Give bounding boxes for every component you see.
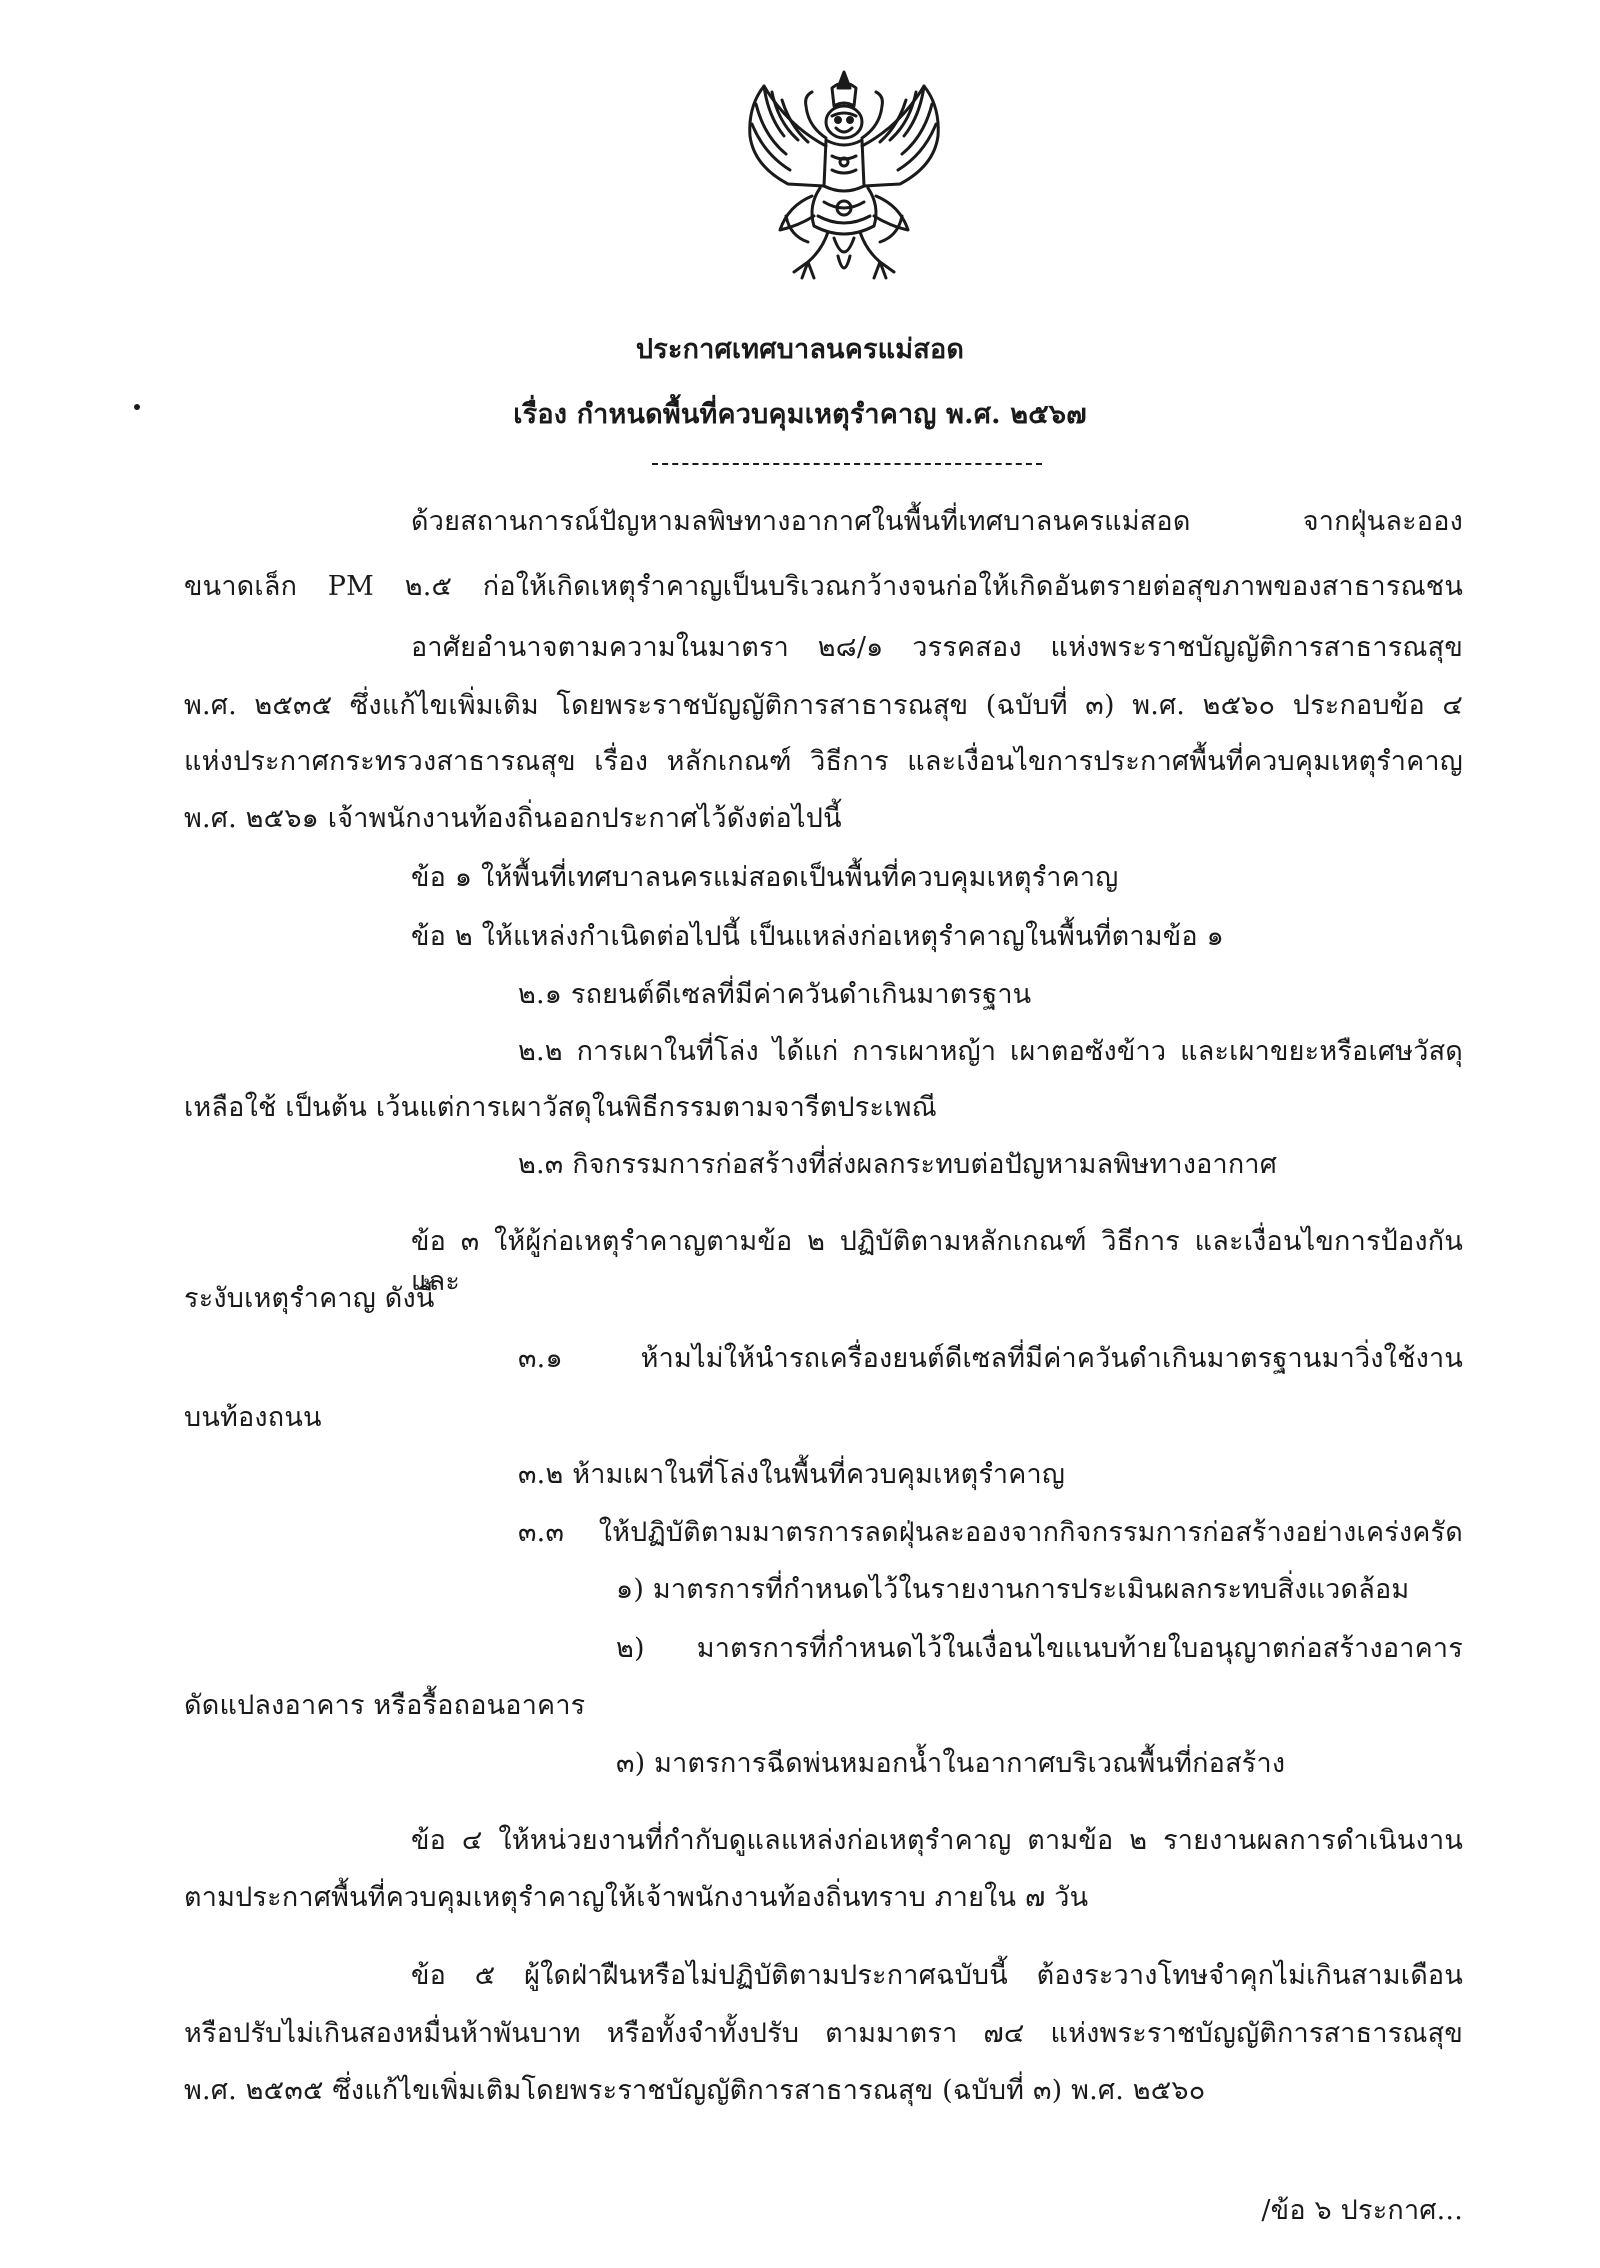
clause-2-2-line2: เหลือใช้ เป็นต้น เว้นแต่การเผาวัสดุในพิธีกรรมตามจารีตประเพณี [184, 1092, 937, 1123]
clause-3-3: ๓.๓ ให้ปฏิบัติตามมาตรการลดฝุ่นละอองจากกิจกรรมการก่อสร้างอย่างเคร่งครัด [518, 1517, 1463, 1548]
clause-3-line1: ข้อ ๓ ให้ผู้ก่อเหตุรำคาญตามข้อ ๒ ปฏิบัติตามหลักเกณฑ์ วิธีการ และเงื่อนไขการป้องกันและ [411, 1226, 1463, 1297]
clause-3-3-2-line1: ๒) มาตรการที่กำหนดไว้ในเงื่อนไขแนบท้ายใบอนุญาตก่อสร้างอาคาร [616, 1633, 1463, 1664]
para2-line4: พ.ศ. ๒๕๖๑ เจ้าพนักงานท้องถิ่นออกประกาศไว้ดังต่อไปนี้ [184, 803, 842, 834]
para2-line1: อาศัยอำนาจตามความในมาตรา ๒๘/๑ วรรคสอง แห่งพระราชบัญญัติการสาธารณสุข [411, 632, 1463, 663]
clause-3-line2: ระงับเหตุรำคาญ ดังนี้ [184, 1283, 435, 1314]
clause-5-line3: พ.ศ. ๒๕๓๕ ซึ่งแก้ไขเพิ่มเติมโดยพระราชบัญญัติการสาธารณสุข (ฉบับที่ ๓) พ.ศ. ๒๕๖๐ [184, 2075, 1206, 2106]
para1-line1: ด้วยสถานการณ์ปัญหามลพิษทางอากาศในพื้นที่เทศบาลนครแม่สอด จากฝุ่นละออง [411, 506, 1463, 537]
clause-3-1-line1: ๓.๑ ห้ามไม่ให้นำรถเครื่องยนต์ดีเซลที่มีค่าควันดำเกินมาตรฐานมาวิ่งใช้งาน [518, 1343, 1463, 1374]
announcement-title: ประกาศเทศบาลนครแม่สอด [635, 334, 965, 365]
clause-3-2: ๓.๒ ห้ามเผาในที่โล่งในพื้นที่ควบคุมเหตุรำคาญ [518, 1459, 1066, 1490]
para2-line2: พ.ศ. ๒๕๓๕ ซึ่งแก้ไขเพิ่มเติม โดยพระราชบัญญัติการสาธารณสุข (ฉบับที่ ๓) พ.ศ. ๒๕๖๐ ประกอบข้อ ๔ [184, 690, 1463, 721]
clause-3-3-2-line2: ดัดแปลงอาคาร หรือรื้อถอนอาคาร [184, 1690, 586, 1721]
clause-5-line2: หรือปรับไม่เกินสองหมื่นห้าพันบาท หรือทั้งจำทั้งปรับ ตามมาตรา ๗๔ แห่งพระราชบัญญัติการสาธารณสุข [184, 2018, 1463, 2049]
clause-2-3: ๒.๓ กิจกรรมการก่อสร้างที่ส่งผลกระทบต่อปัญหามลพิษทางอากาศ [518, 1149, 1278, 1180]
clause-2: ข้อ ๒ ให้แหล่งกำเนิดต่อไปนี้ เป็นแหล่งก่อเหตุรำคาญในพื้นที่ตามข้อ ๑ [411, 921, 1224, 952]
header-divider [652, 463, 1042, 465]
continuation-note: /ข้อ ๖ ประกาศ... [1261, 2195, 1463, 2226]
clause-5-line1: ข้อ ๕ ผู้ใดฝ่าฝืนหรือไม่ปฏิบัติตามประกาศฉบับนี้ ต้องระวางโทษจำคุกไม่เกินสามเดือน [411, 1960, 1463, 1991]
announcement-subject: เรื่อง กำหนดพื้นที่ควบคุมเหตุรำคาญ พ.ศ. ๒๕๖๗ [513, 399, 1087, 430]
clause-2-1: ๒.๑ รถยนต์ดีเซลที่มีค่าควันดำเกินมาตรฐาน [518, 979, 1032, 1010]
clause-4-line1: ข้อ ๔ ให้หน่วยงานที่กำกับดูแลแหล่งก่อเหตุรำคาญ ตามข้อ ๒ รายงานผลการดำเนินงาน [411, 1825, 1463, 1856]
clause-3-3-1: ๑) มาตรการที่กำหนดไว้ในรายงานการประเมินผลกระทบสิ่งแวดล้อม [616, 1574, 1410, 1605]
clause-3-3-3: ๓) มาตรการฉีดพ่นหมอกน้ำในอากาศบริเวณพื้นที่ก่อสร้าง [616, 1748, 1286, 1779]
garuda-emblem-icon [728, 66, 960, 298]
clause-3-1-line2: บนท้องถนน [184, 1402, 322, 1433]
para2-line3: แห่งประกาศกระทรวงสาธารณสุข เรื่อง หลักเกณฑ์ วิธีการ และเงื่อนไขการประกาศพื้นที่ควบคุมเหตุรำคาญ [184, 746, 1463, 777]
para1-line2: ขนาดเล็ก PM ๒.๕ ก่อให้เกิดเหตุรำคาญเป็นบริเวณกว้างจนก่อให้เกิดอันตรายต่อสุขภาพของสาธารณชน [184, 571, 1463, 602]
clause-4-line2: ตามประกาศพื้นที่ควบคุมเหตุรำคาญให้เจ้าพนักงานท้องถิ่นทราบ ภายใน ๗ วัน [184, 1882, 1089, 1913]
clause-1: ข้อ ๑ ให้พื้นที่เทศบาลนครแม่สอดเป็นพื้นที่ควบคุมเหตุรำคาญ [411, 862, 1119, 893]
clause-2-2-line1: ๒.๒ การเผาในที่โล่ง ได้แก่ การเผาหญ้า เผาตอซังข้าว และเผาขยะหรือเศษวัสดุ [518, 1036, 1463, 1067]
